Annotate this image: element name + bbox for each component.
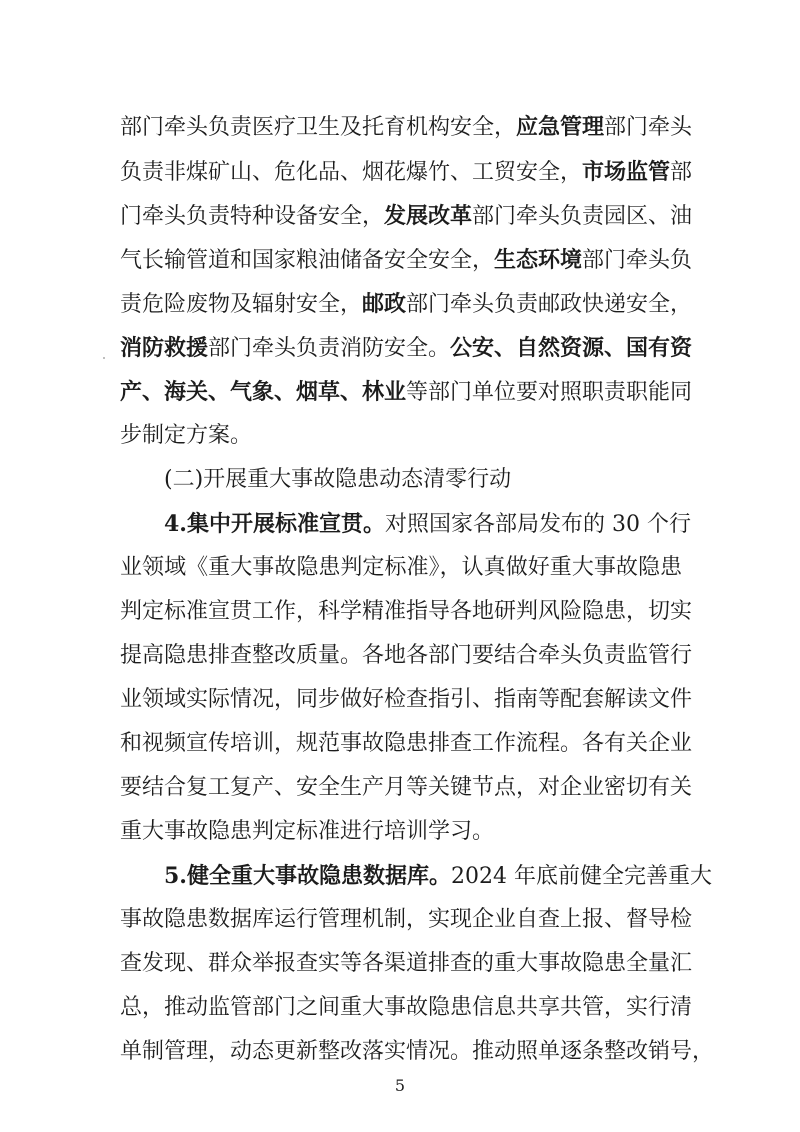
text-run: 步制定方案。 <box>120 423 253 448</box>
text-run: 责危险废物及辐射安全， <box>120 292 363 317</box>
body-line <box>120 372 693 412</box>
margin-mark <box>103 357 105 359</box>
text-run: 业领域实际情况，同步做好检查指引、指南等配套解读文件 <box>120 687 693 712</box>
text-run: 门牵头负责特种设备安全， <box>120 204 385 229</box>
bold-department-name: 产、海关、气象、烟草、林业 <box>120 379 407 405</box>
item-heading-line <box>164 504 691 544</box>
text-run: 判定标准宣贯工作，科学精准指导各地研判风险隐患，切实 <box>120 599 693 624</box>
bold-department-name: 公安、自然资源、国有资 <box>450 335 693 361</box>
body-line <box>120 636 693 676</box>
text-run: 等部门单位要对照职责职能同 <box>406 380 693 405</box>
body-line <box>120 944 693 984</box>
body-line <box>120 107 693 147</box>
bold-department-name: 发展改革 <box>384 203 473 229</box>
body-line <box>120 724 693 764</box>
text-run: 对照国家各部局发布的 30 个行 <box>384 512 691 537</box>
text-run: 提高隐患排查整改质量。各地各部门要结合牵头负责监管行 <box>120 643 693 668</box>
text-run: 事故隐患数据库运行管理机制，实现企业自查上报、督导检 <box>120 907 693 932</box>
text-run: 部门牵头负责消防安全。 <box>208 336 451 361</box>
text-run: 和视频宣传培训，规范事故隐患排查工作流程。各有关企业 <box>120 731 693 756</box>
body-line <box>120 768 693 808</box>
text-run: 部门牵头 <box>604 115 693 140</box>
bold-department-name: 应急管理 <box>516 114 605 140</box>
body-line <box>120 988 693 1028</box>
bold-department-name: 邮政 <box>362 291 407 317</box>
body-line <box>120 548 682 588</box>
text-run: 2024 年底前健全完善重大 <box>450 864 712 889</box>
body-line <box>120 240 693 280</box>
text-run: 负责非煤矿山、危化品、烟花爆竹、工贸安全， <box>120 160 583 185</box>
text-run: 单制管理，动态更新整改落实情况。推动照单逐条整改销号， <box>120 1039 715 1064</box>
body-line <box>120 1032 715 1072</box>
item-title: 4.集中开展标准宣贯。 <box>164 511 385 537</box>
text-run: 业领域《重大事故隐患判定标准》，认真做好重大事故隐患 <box>120 555 682 580</box>
text-run: 查发现、群众举报查实等各渠道排查的重大事故隐患全量汇 <box>120 951 693 976</box>
body-line <box>120 680 693 720</box>
text-run: 部门牵头负责医疗卫生及托育机构安全， <box>120 115 517 140</box>
body-line <box>120 592 693 632</box>
text-run: 部门牵头负责园区、油 <box>472 204 693 229</box>
body-line <box>120 812 494 852</box>
item-title: 5.健全重大事故隐患数据库。 <box>164 863 451 889</box>
text-run: 部门牵头负责邮政快递安全， <box>406 292 693 317</box>
text-run: 部 <box>670 160 693 185</box>
item-heading-line <box>164 856 712 896</box>
page-number: 5 <box>394 1076 406 1095</box>
body-line <box>120 196 693 236</box>
text-run: 气长输管道和国家粮油储备安全安全， <box>120 248 495 273</box>
bold-department-name: 消防救援 <box>120 335 209 361</box>
body-line <box>120 284 693 324</box>
text-run: 要结合复工复产、安全生产月等关键节点，对企业密切有关 <box>120 775 693 800</box>
body-line <box>120 328 693 368</box>
body-line <box>120 152 693 192</box>
bold-department-name: 生态环境 <box>494 247 583 273</box>
body-line <box>120 900 693 940</box>
body-line <box>120 416 252 456</box>
text-run: 总，推动监管部门之间重大事故隐患信息共享共管，实行清 <box>120 995 693 1020</box>
section-heading-text: (二)开展重大事故隐患动态清零行动 <box>164 467 512 492</box>
bold-department-name: 市场监管 <box>582 159 671 185</box>
text-run: 部门牵头负 <box>582 248 693 273</box>
section-heading <box>164 460 511 500</box>
text-run: 重大事故隐患判定标准进行培训学习。 <box>120 819 495 844</box>
